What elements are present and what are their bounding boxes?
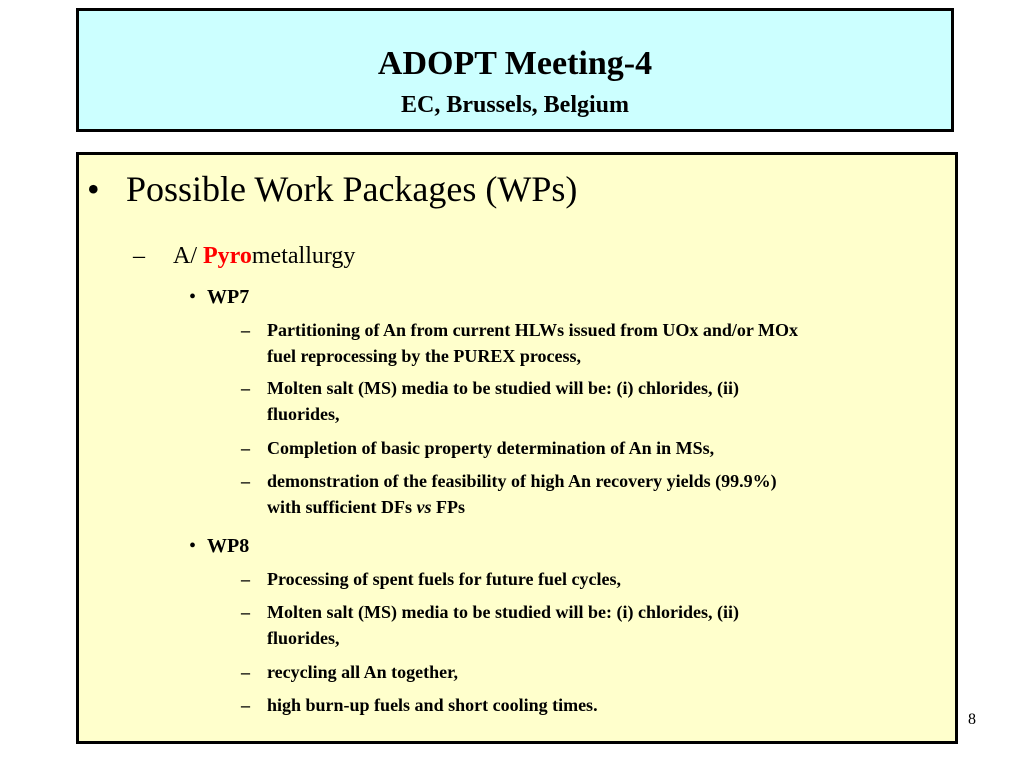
section-suffix: metallurgy (251, 243, 356, 269)
text-segment: with sufficient DFs (267, 497, 417, 517)
slide-subtitle: EC, Brussels, Belgium (400, 92, 630, 118)
list-item-continuation (267, 494, 465, 520)
section-prefix: A/ (173, 243, 203, 269)
list-item-continuation: fluorides, (267, 628, 340, 648)
dash-icon: – (241, 438, 250, 458)
dash-icon: – (241, 471, 250, 491)
dash-icon: – (241, 320, 250, 340)
section-highlight: Pyro (203, 243, 252, 269)
main-point: Possible Work Packages (WPs) (126, 169, 578, 209)
dash-icon: – (241, 695, 250, 715)
wp-label: WP7 (207, 286, 250, 308)
list-item: Partitioning of An from current HLWs issued from UOx and/or MOx (267, 320, 799, 340)
dash-icon: – (133, 243, 145, 269)
list-item: Processing of spent fuels for future fuel cycles, (267, 569, 621, 589)
dash-icon: – (241, 662, 250, 682)
bullet-icon: • (189, 535, 197, 557)
list-item: Molten salt (MS) media to be studied will be: (i) chlorides, (ii) (267, 378, 739, 398)
title-banner (76, 8, 954, 132)
dash-icon: – (241, 378, 250, 398)
bullet-icon: • (87, 169, 100, 209)
section-heading (173, 242, 355, 270)
wp-label: WP8 (207, 535, 250, 557)
slide-title: ADOPT Meeting-4 (377, 45, 653, 82)
content-panel (76, 152, 958, 744)
list-item-continuation: fluorides, (267, 404, 340, 424)
bullet-icon: • (189, 286, 197, 308)
list-item: high burn-up fuels and short cooling times. (267, 695, 598, 715)
dash-icon: – (241, 569, 250, 589)
list-item: demonstration of the feasibility of high An recovery yields (99.9%) (267, 471, 777, 491)
page-number: 8 (968, 711, 976, 728)
list-item-continuation: fuel reprocessing by the PUREX process, (267, 346, 581, 366)
dash-icon: – (241, 602, 250, 622)
text-segment-italic: vs (416, 497, 432, 517)
text-segment: FPs (431, 497, 465, 517)
list-item: Molten salt (MS) media to be studied will be: (i) chlorides, (ii) (267, 602, 739, 622)
list-item: Completion of basic property determination of An in MSs, (267, 438, 715, 458)
list-item: recycling all An together, (267, 662, 458, 682)
